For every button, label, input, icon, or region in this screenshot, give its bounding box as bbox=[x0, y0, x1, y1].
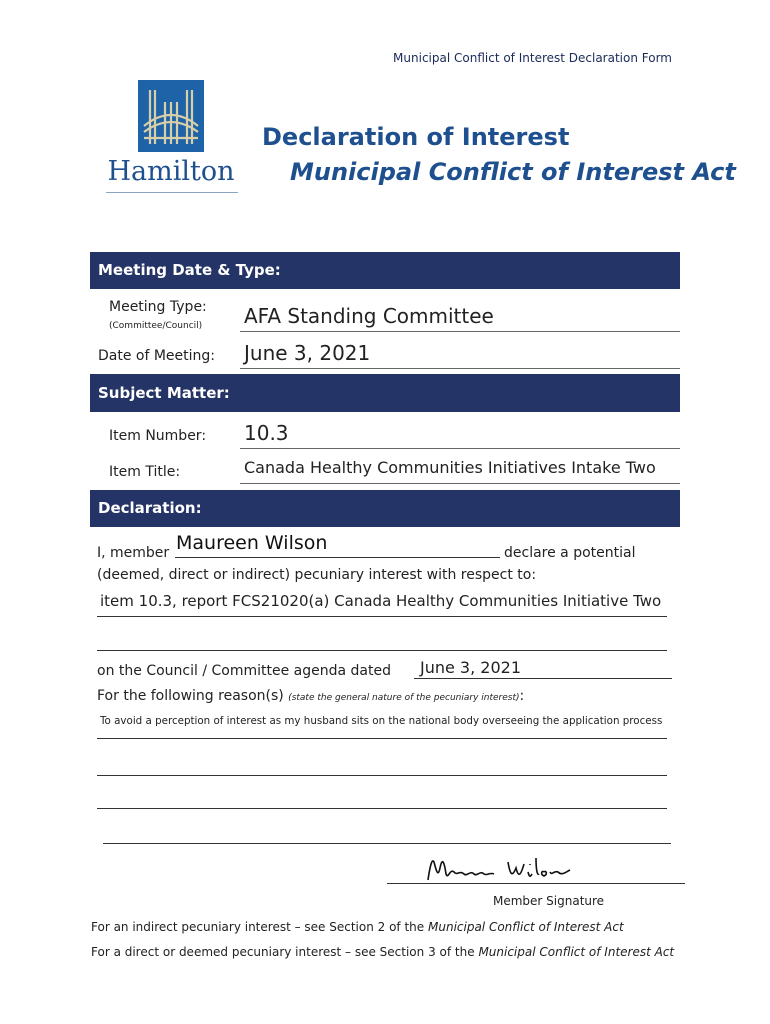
hamilton-wordmark: Hamilton bbox=[107, 156, 235, 187]
section-meeting-header: Meeting Date & Type: bbox=[90, 252, 680, 289]
respect-to-underline-2 bbox=[97, 650, 667, 651]
footer-line-1 bbox=[91, 920, 624, 934]
reason-underline-3 bbox=[97, 808, 667, 809]
item-number-underline bbox=[240, 448, 680, 449]
date-of-meeting-label: Date of Meeting: bbox=[98, 348, 216, 364]
item-title-field[interactable]: Canada Healthy Communities Initiatives Intake Two bbox=[244, 458, 656, 477]
section-subject-header: Subject Matter: bbox=[90, 374, 680, 412]
reason-underline-2 bbox=[97, 775, 667, 776]
agenda-text: on the Council / Committee agenda dated bbox=[97, 663, 391, 679]
footer-line-2-text: For a direct or deemed pecuniary interest – see Section 3 of the bbox=[91, 945, 475, 959]
page-subtitle: Municipal Conflict of Interest Act bbox=[290, 158, 736, 186]
reason-field[interactable]: To avoid a perception of interest as my husband sits on the national body overseeing the application process bbox=[100, 715, 663, 727]
meeting-type-hint: (Committee/Council) bbox=[109, 321, 203, 331]
hamilton-logo bbox=[104, 80, 238, 196]
signature-text: Maureen Wilson bbox=[420, 848, 428, 849]
signature-underline bbox=[387, 883, 685, 884]
reason-underline-1 bbox=[97, 738, 667, 739]
member-name-field[interactable]: Maureen Wilson bbox=[176, 532, 328, 554]
reasons-hint: (state the general nature of the pecuniary interest) bbox=[288, 693, 520, 703]
footer-line-1-act: Municipal Conflict of Interest Act bbox=[428, 920, 624, 934]
meeting-type-label: Meeting Type: bbox=[109, 299, 207, 315]
logo-underline bbox=[106, 192, 238, 193]
date-of-meeting-underline bbox=[240, 368, 680, 369]
page-title: Declaration of Interest bbox=[262, 123, 570, 151]
member-name-underline bbox=[175, 557, 500, 558]
respect-to-underline-1 bbox=[97, 616, 667, 617]
item-number-field[interactable]: 10.3 bbox=[244, 421, 289, 445]
item-title-underline bbox=[240, 483, 680, 484]
agenda-date-underline bbox=[414, 678, 672, 679]
member-prefix: I, member bbox=[97, 545, 170, 561]
form-name: Municipal Conflict of Interest Declaration Form bbox=[393, 51, 672, 65]
footer-line-2-act: Municipal Conflict of Interest Act bbox=[478, 945, 675, 959]
hamilton-logo-mark-icon bbox=[138, 80, 204, 152]
reasons-colon: : bbox=[519, 688, 525, 704]
footer-line-2 bbox=[91, 945, 674, 959]
interest-text: (deemed, direct or indirect) pecuniary interest with respect to: bbox=[97, 567, 537, 583]
reasons-line bbox=[97, 688, 524, 704]
date-of-meeting-field[interactable]: June 3, 2021 bbox=[244, 341, 371, 365]
reason-underline-4 bbox=[103, 843, 671, 844]
footer-line-1-text: For an indirect pecuniary interest – see Section 2 of the bbox=[91, 920, 425, 934]
reasons-text: For the following reason(s) bbox=[97, 688, 284, 704]
meeting-type-field[interactable]: AFA Standing Committee bbox=[244, 304, 494, 328]
meeting-type-underline bbox=[240, 331, 680, 332]
declare-text: declare a potential bbox=[504, 545, 636, 561]
signature-label: Member Signature bbox=[493, 894, 605, 908]
item-title-label: Item Title: bbox=[109, 464, 181, 480]
signature-image bbox=[420, 848, 580, 888]
respect-to-field[interactable]: item 10.3, report FCS21020(a) Canada Healthy Communities Initiative Two bbox=[100, 592, 662, 610]
section-declaration-header: Declaration: bbox=[90, 490, 680, 527]
agenda-date-field[interactable]: June 3, 2021 bbox=[420, 658, 521, 677]
item-number-label: Item Number: bbox=[109, 428, 207, 444]
